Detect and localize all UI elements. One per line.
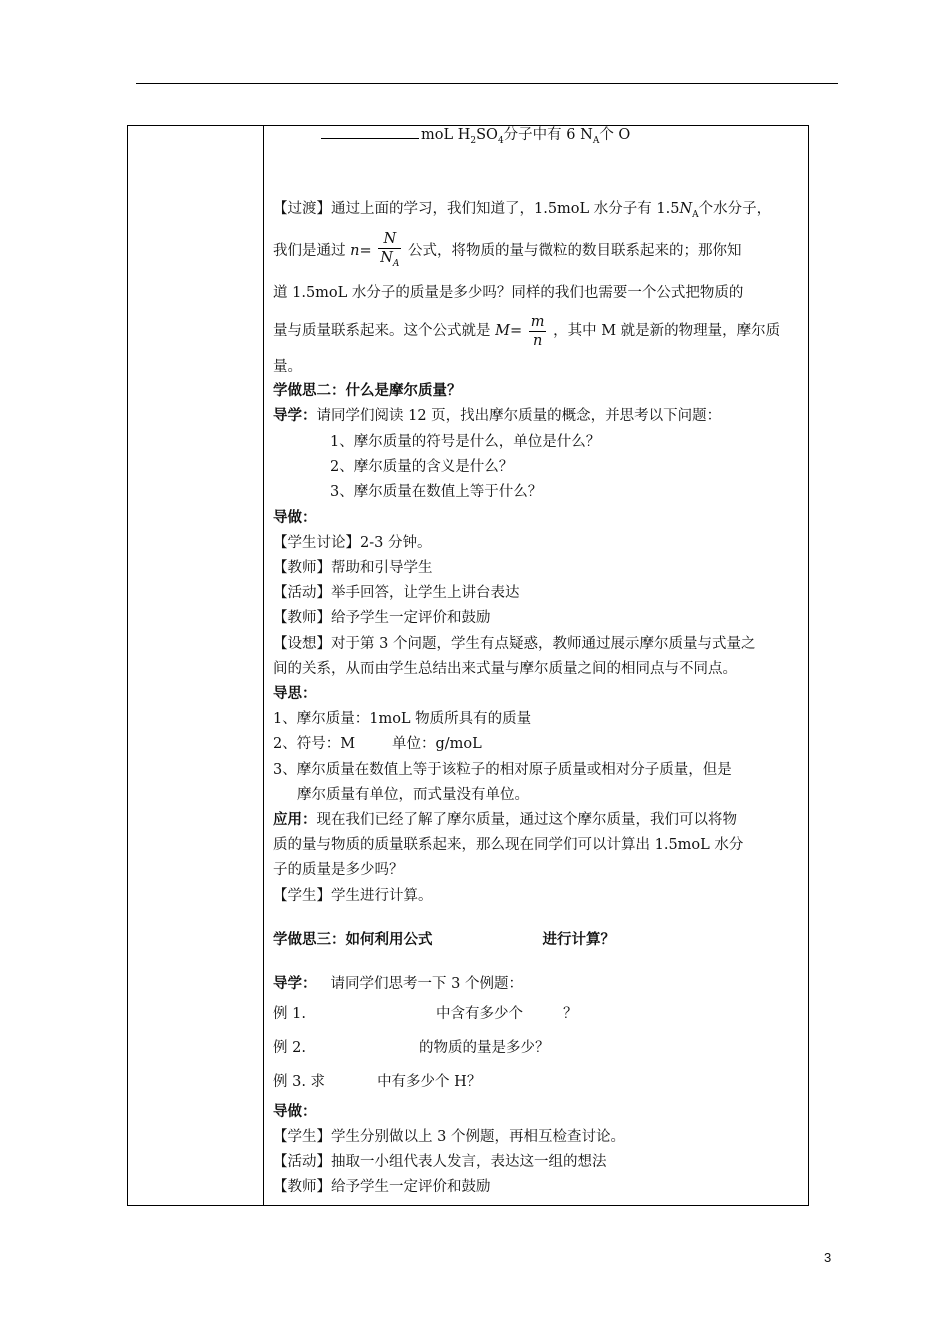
answer-blank[interactable] <box>321 125 419 139</box>
do-item-3: 【活动】举手回答，让学生上讲台表达 <box>273 585 520 601</box>
do-item-2: 【教师】帮助和引导学生 <box>273 560 433 576</box>
section-3-do-1: 【学生】学生分别做以上 3 个例题，再相互检查讨论。 <box>273 1129 625 1145</box>
section-3-do-label: 导做： <box>273 1103 317 1120</box>
think-item-2: 2、符号：M 单位：g/moL <box>273 736 482 752</box>
page-number: 3 <box>824 1250 832 1265</box>
do-item-1: 【学生讨论】2-3 分钟。 <box>273 535 432 551</box>
think-item-3-line-1: 3、摩尔质量在数值上等于该粒子的相对原子质量或相对分子质量，但是 <box>273 762 732 778</box>
section-2-do-label: 导做： <box>273 509 317 526</box>
transition-line-2: 我们是通过 n= $\frac{N}{N_A}$ 公式，将物质的量与微粒的数目联系起来的；那你知 <box>273 226 742 276</box>
do-item-5-line-2: 间的关系，从而由学生总结出来式量与摩尔质量之间的相同点与不同点。 <box>273 661 737 677</box>
formula-n-fraction: $\frac{N}{N_A}$ <box>380 230 400 269</box>
section-2-title: 学做思二：什么是摩尔质量？ <box>273 382 462 399</box>
question-1: 1、摩尔质量的符号是什么，单位是什么？ <box>330 434 601 450</box>
question-2: 2、摩尔质量的含义是什么？ <box>330 459 514 475</box>
apply-student-line: 【学生】学生进行计算。 <box>273 888 433 904</box>
do-item-5-line-1: 【设想】对于第 3 个问题，学生有点疑惑，教师通过展示摩尔质量与式量之 <box>273 636 756 652</box>
think-item-1: 1、摩尔质量：1moL 物质所具有的质量 <box>273 711 532 727</box>
section-3-guide: 导学： 请同学们思考一下 3 个例题： <box>273 975 523 992</box>
section-3-do-2: 【活动】抽取一小组代表人发言，表达这一组的想法 <box>273 1154 607 1170</box>
section-2-guide: 导学：请同学们阅读 12 页，找出摩尔质量的概念，并思考以下问题： <box>273 407 722 424</box>
transition-line-3: 道 1.5moL 水分子的质量是多少吗？同样的我们也需要一个公式把物质的 <box>273 285 744 301</box>
apply-line-3: 子的质量是多少吗？ <box>273 862 404 878</box>
lesson-content <box>273 0 803 1210</box>
example-1: 例 1. 中含有多少个 ？ <box>273 1006 578 1022</box>
section-3-do-3: 【教师】给予学生一定评价和鼓励 <box>273 1179 491 1195</box>
example-3: 例 3. 求 中有多少个 H？ <box>273 1074 482 1090</box>
section-2-think-label: 导思： <box>273 685 317 702</box>
section-3-title: 学做思三：如何利用公式 进行计算？ <box>273 931 615 948</box>
question-3: 3、摩尔质量在数值上等于什么？ <box>330 484 543 500</box>
example-2: 例 2. 的物质的量是多少？ <box>273 1040 550 1056</box>
transition-line-1: 【过渡】通过上面的学习，我们知道了，1.5moL 水分子有 $1.5N_A$个水分子， <box>273 201 772 220</box>
fill-blank-line: moL $H_2SO_4$分子中有 6 $N_A$个 O <box>321 125 630 151</box>
apply-line-1: 应用：现在我们已经了解了摩尔质量，通过这个摩尔质量，我们可以将物 <box>273 811 737 828</box>
formula-m-fraction: $\frac{m}{n}$ <box>530 313 545 349</box>
apply-line-2: 质的量与物质的质量联系起来，那么现在同学们可以计算出 1.5moL 水分 <box>273 837 744 853</box>
do-item-4: 【教师】给予学生一定评价和鼓励 <box>273 610 491 626</box>
think-item-3-line-2: 摩尔质量有单位，而式量没有单位。 <box>297 787 529 803</box>
transition-line-4: 量与质量联系起来。这个公式就是 M= $\frac{m}{n}$ ，其中 M 就是新的物理量，摩尔质 <box>273 313 781 349</box>
transition-line-5: 量。 <box>273 359 302 375</box>
table-column-divider <box>263 125 264 1206</box>
